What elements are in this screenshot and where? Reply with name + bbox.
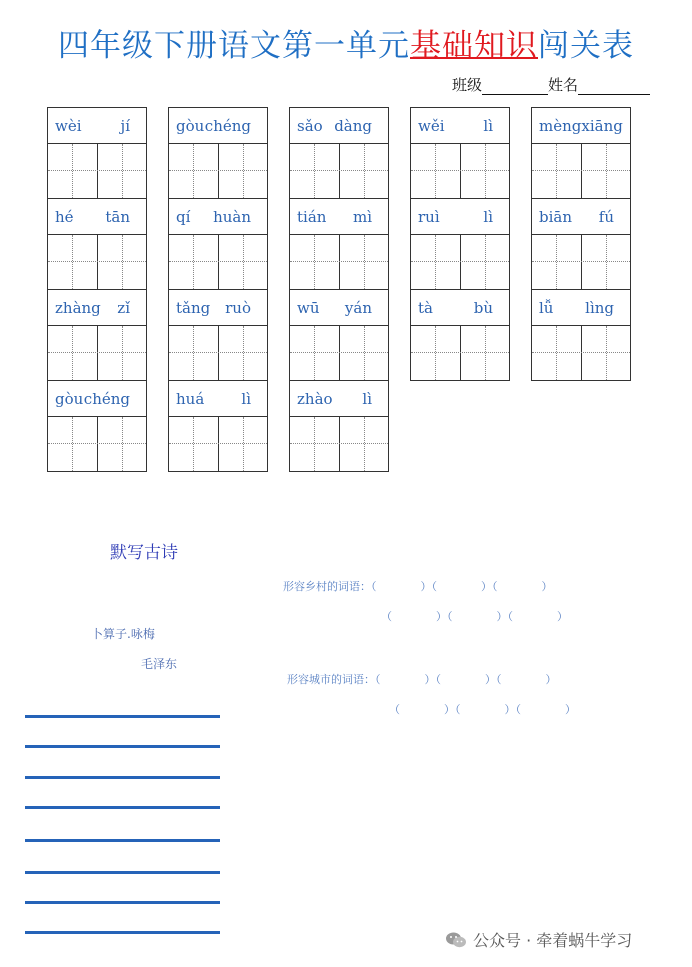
pinyin-syllable: gòu [176,116,205,135]
pinyin-syllable: fú [598,207,614,226]
pinyin-block [289,107,389,198]
name-blank[interactable] [578,79,650,95]
word-brackets[interactable]: （ ）（ ）（ ） [389,703,576,716]
pinyin-syllable: wěi [418,116,445,135]
word-brackets[interactable]: （ ）（ ）（ ） [381,610,568,623]
pinyin-label [290,290,388,326]
pinyin-label [48,381,146,417]
class-label: 班级 [452,76,483,94]
pinyin-syllable: lǚ [539,298,554,317]
pinyin-syllable: gòu [55,389,84,408]
pinyin-syllable: wū [297,298,320,317]
pinyin-block [531,198,631,289]
pinyin-syllable: mì [352,207,372,226]
writing-grid[interactable] [169,235,267,289]
pinyin-syllable: lì [362,389,372,408]
pinyin-label [169,108,267,144]
name-label: 姓名 [548,76,579,94]
pinyin-label [48,108,146,144]
pinyin-syllable: zhào [297,389,333,408]
writing-line[interactable] [25,745,220,748]
pinyin-syllable: hé [55,207,74,226]
pinyin-syllable: tà [418,298,433,317]
pinyin-block [289,380,389,472]
pinyin-label [532,199,630,235]
pinyin-column [410,107,510,381]
pinyin-label [290,381,388,417]
poem-author: 毛泽东 [141,657,178,671]
urban-words-label: 形容城市的词语： [287,673,375,686]
poem-section-title: 默写古诗 [110,543,178,563]
writing-line[interactable] [25,715,220,718]
pinyin-label [169,381,267,417]
writing-grid[interactable] [532,326,630,380]
pinyin-syllable: lìng [585,298,614,317]
pinyin-block [531,107,631,198]
pinyin-label [169,290,267,326]
rural-words-label: 形容乡村的词语： [283,580,371,593]
pinyin-syllable: bù [473,298,493,317]
page-title: 四年级下册语文第一单元基础知识闯关表 [58,28,634,64]
writing-grid[interactable] [48,326,146,380]
pinyin-column [289,107,389,472]
pinyin-syllable: chéng [83,389,130,408]
pinyin-column [531,107,631,381]
pinyin-syllable: tān [105,207,130,226]
pinyin-label [290,199,388,235]
writing-grid[interactable] [169,417,267,471]
writing-grid[interactable] [532,144,630,198]
writing-grid[interactable] [290,235,388,289]
pinyin-label [532,290,630,326]
pinyin-syllable: huàn [213,207,251,226]
pinyin-label [290,108,388,144]
word-brackets[interactable]: （ ）（ ）（ ） [375,673,557,686]
pinyin-block [168,198,268,289]
writing-grid[interactable] [290,417,388,471]
pinyin-block [168,380,268,472]
class-blank[interactable] [482,79,548,95]
pinyin-block [410,107,510,198]
pinyin-syllable: lì [241,389,251,408]
pinyin-syllable: yán [344,298,372,317]
pinyin-syllable: ruì [418,207,440,226]
poem-title: 卜算子.咏梅 [91,627,155,641]
pinyin-block [289,198,389,289]
writing-grid[interactable] [48,235,146,289]
watermark-text: 公众号 · 牵着蜗牛学习 [473,931,633,950]
pinyin-syllable: tián [297,207,327,226]
rural-words-row [283,578,553,594]
writing-grid[interactable] [48,417,146,471]
writing-grid[interactable] [290,326,388,380]
pinyin-block [168,107,268,198]
pinyin-syllable: tǎng [176,298,211,317]
pinyin-syllable: jí [120,116,130,135]
writing-grid[interactable] [290,144,388,198]
pinyin-syllable: huá [176,389,205,408]
pinyin-label [48,290,146,326]
wechat-icon [445,931,467,949]
pinyin-block [410,198,510,289]
pinyin-block [289,289,389,380]
pinyin-block [410,289,510,381]
title-highlight: 基础知识 [410,28,538,64]
writing-line[interactable] [25,931,220,934]
pinyin-label [411,108,509,144]
pinyin-syllable: wèi [55,116,82,135]
pinyin-syllable: chéng [204,116,251,135]
writing-grid[interactable] [169,144,267,198]
pinyin-column [47,107,147,472]
writing-grid[interactable] [411,235,509,289]
writing-grid[interactable] [411,326,509,380]
writing-line[interactable] [25,901,220,904]
pinyin-syllable: dàng [334,116,372,135]
writing-line[interactable] [25,806,220,809]
urban-words-row [287,671,557,687]
pinyin-syllable: qí [176,207,191,226]
pinyin-syllable: lì [483,207,493,226]
pinyin-column [168,107,268,472]
pinyin-block [47,198,147,289]
pinyin-block [168,289,268,380]
pinyin-block [531,289,631,381]
pinyin-block [47,289,147,380]
writing-grid[interactable] [411,144,509,198]
pinyin-syllable: zǐ [117,298,130,317]
pinyin-syllable: lì [483,116,493,135]
pinyin-label [411,290,509,326]
word-brackets[interactable]: （ ）（ ）（ ） [371,580,553,593]
pinyin-label [169,199,267,235]
pinyin-block [47,107,147,198]
writing-grid[interactable] [169,326,267,380]
pinyin-syllable: zhàng [55,298,101,317]
writing-line[interactable] [25,839,220,842]
writing-line[interactable] [25,776,220,779]
watermark [445,928,632,951]
pinyin-label [411,199,509,235]
writing-line[interactable] [25,871,220,874]
pinyin-syllable: ruò [225,298,251,317]
pinyin-syllable: mèng [539,116,582,135]
pinyin-syllable: biān [539,207,573,226]
pinyin-syllable: sǎo [297,116,323,135]
pinyin-label [532,108,630,144]
writing-grid[interactable] [532,235,630,289]
pinyin-syllable: xiāng [581,116,623,135]
pinyin-block [47,380,147,472]
class-name-line [452,74,650,95]
writing-grid[interactable] [48,144,146,198]
pinyin-label [48,199,146,235]
